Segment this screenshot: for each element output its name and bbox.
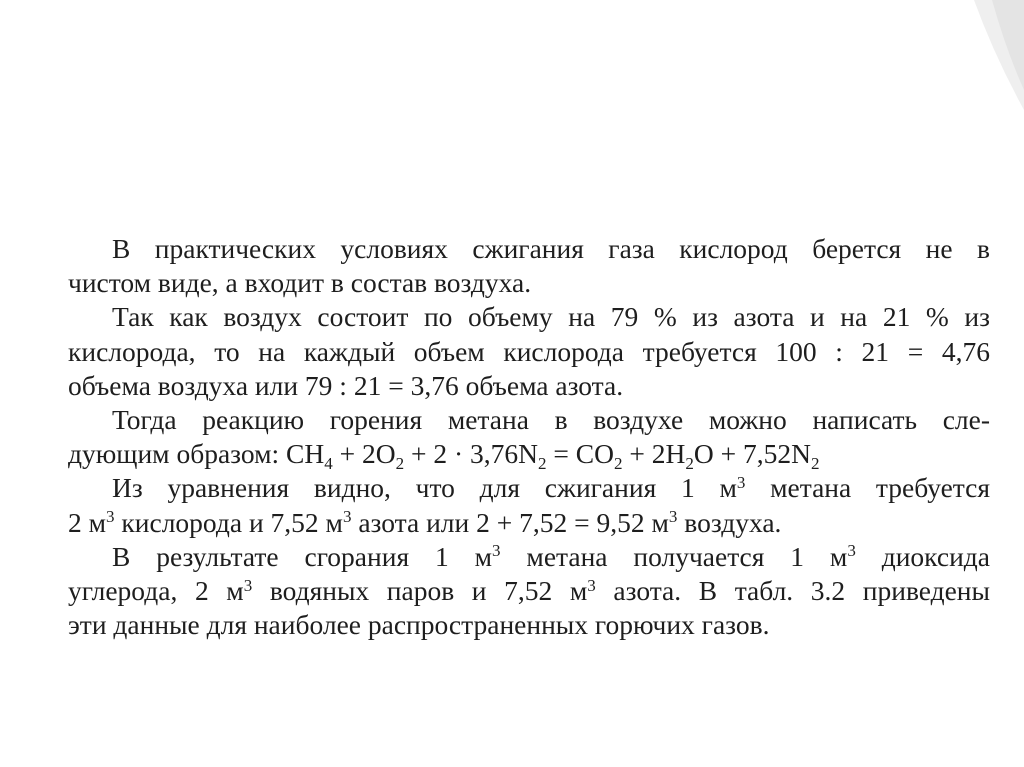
paragraph-5-line-3: эти данные для наиболее распространенных горючих газов.: [68, 609, 770, 641]
text-run: В результате сгорания 1 м: [112, 540, 493, 572]
superscript: 3: [587, 575, 596, 595]
eq-n2-product: O + 7,52N: [693, 438, 812, 470]
eq-co2: = CO: [546, 438, 614, 470]
paragraph-1-line-2: чистом виде, а входит в состав воздуха.: [68, 267, 532, 299]
paragraph-3: [68, 403, 990, 474]
text-run: диоксида: [855, 540, 990, 572]
text-run: Из уравнения видно, что для сжигания 1 м: [112, 472, 737, 504]
eq-sub-4: 4: [324, 454, 333, 474]
methane-equation: [286, 438, 820, 474]
document-text: [68, 232, 990, 642]
text-run: водяных паров и 7,52 м: [252, 574, 588, 606]
superscript: 3: [668, 507, 678, 527]
eq-ch: CH: [286, 438, 325, 470]
paragraph-5-line-2: [68, 574, 990, 608]
text-run: азота. В табл. 3.2 приведены: [595, 574, 990, 606]
eq-o2: + 2O: [332, 438, 396, 470]
paragraph-4-line-2: [68, 506, 990, 540]
paragraph-2-line-2: кислорода, то на каждый объем кислорода требуется 100 : 21 = 4,76: [68, 335, 990, 367]
paragraph-5: [68, 540, 990, 643]
text-run: кислорода и 7,52 м: [114, 506, 343, 538]
paragraph-4: [68, 471, 990, 539]
eq-sub-2b: 2: [538, 454, 547, 474]
superscript: 3: [736, 472, 746, 492]
paragraph-2-line-1: Так как воздух состоит по объему на 79 % из азота и на 21 % из: [112, 301, 990, 333]
superscript: 3: [492, 541, 501, 561]
paragraph-2: [68, 300, 990, 403]
equation-prefix: дующим образом:: [68, 438, 286, 470]
text-run: воздуха.: [677, 506, 782, 538]
eq-n2: + 2 · 3,76N: [404, 438, 539, 470]
text-run: 2 м: [68, 506, 107, 538]
text-run: метана получается 1 м: [500, 540, 848, 572]
superscript: 3: [342, 507, 352, 527]
eq-sub-2a: 2: [395, 454, 405, 474]
eq-h2o: + 2H: [622, 438, 686, 470]
eq-sub-2d: 2: [685, 454, 694, 474]
text-run: азота или 2 + 7,52 = 9,52 м: [351, 506, 669, 538]
superscript: 3: [106, 507, 115, 527]
superscript: 3: [847, 541, 856, 561]
paragraph-4-line-1: [68, 471, 990, 505]
paragraph-2-line-3: объема воздуха или 79 : 21 = 3,76 объема азота.: [68, 369, 624, 401]
superscript: 3: [243, 575, 253, 595]
paragraph-1: [68, 232, 990, 300]
eq-sub-2c: 2: [614, 454, 623, 474]
paragraph-5-line-1: [68, 540, 990, 574]
corner-arc-shape: [954, 0, 1024, 110]
text-run: углерода, 2 м: [68, 574, 244, 606]
corner-decoration: [954, 0, 1024, 110]
paragraph-1-line-1: В практических условиях сжигания газа кислород берется не в: [112, 233, 990, 264]
text-run: метана требуется: [745, 472, 990, 504]
eq-sub-2e: 2: [811, 454, 820, 474]
paragraph-3-line-2: [68, 437, 990, 474]
paragraph-3-line-1: Тогда реакцию горения метана в воздухе можно написать сле-: [112, 403, 990, 435]
